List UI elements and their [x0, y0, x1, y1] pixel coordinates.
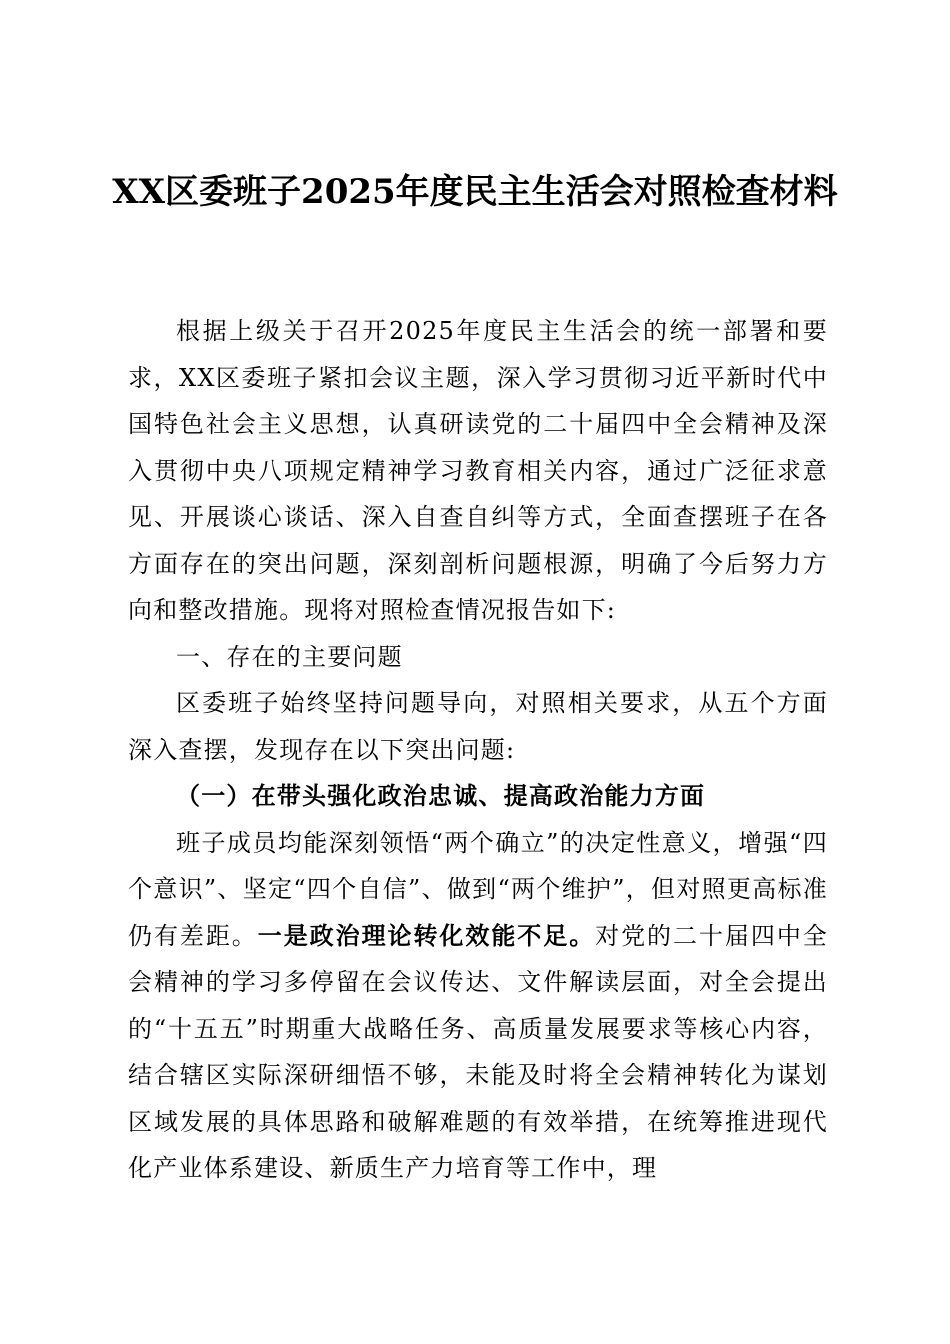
document-body [128, 308, 828, 1192]
section-heading: 一、存在的主要问题 [176, 642, 403, 671]
point-label: 一是政治理论转化效能不足。 [257, 920, 596, 950]
document-title: XX区委班子2025年度民主生活会对照检查材料 [112, 172, 838, 212]
subsection-text-b: 对党的二十届四中全会精神的学习多停留在会议传达、文件解读层面，对全会提出的“十五五”时期重大战略任务、高质量发展要求等核心内容，结合辖区实际深研细悟不够，未能及时将全会精神转化为谋划区域发展的具体思路和破解难题的有效举措，在统筹推进现代化产业体系建设、新质生产力培育等工作中，理 [128, 921, 828, 1182]
subsection-text-a: 班子成员均能深刻领悟“两个确立”的决定性意义，增强“四个意识”、坚定“四个自信”、做到“两个维护”，但对照更高标准仍有差距。 [128, 828, 828, 950]
intro-paragraph: 根据上级关于召开2025年度民主生活会的统一部署和要求，XX区委班子紧扣会议主题，深入学习贯彻习近平新时代中国特色社会主义思想，认真研读党的二十届四中全会精神及深入贯彻中央八项规定精神学习教育相关内容，通过广泛征求意见、开展谈心谈话、深入自查自纠等方式，全面查摆班子在各方面存在的突出问题，深刻剖析问题根源，明确了今后努力方向和整改措施。现将对照检查情况报告如下: [128, 317, 828, 624]
section-intro-paragraph: 区委班子始终坚持问题导向，对照相关要求，从五个方面深入查摆，发现存在以下突出问题: [128, 689, 828, 764]
subsection-heading: （一）在带头强化政治忠诚、提高政治能力方面 [176, 782, 706, 810]
subsection-paragraph [128, 820, 828, 1192]
